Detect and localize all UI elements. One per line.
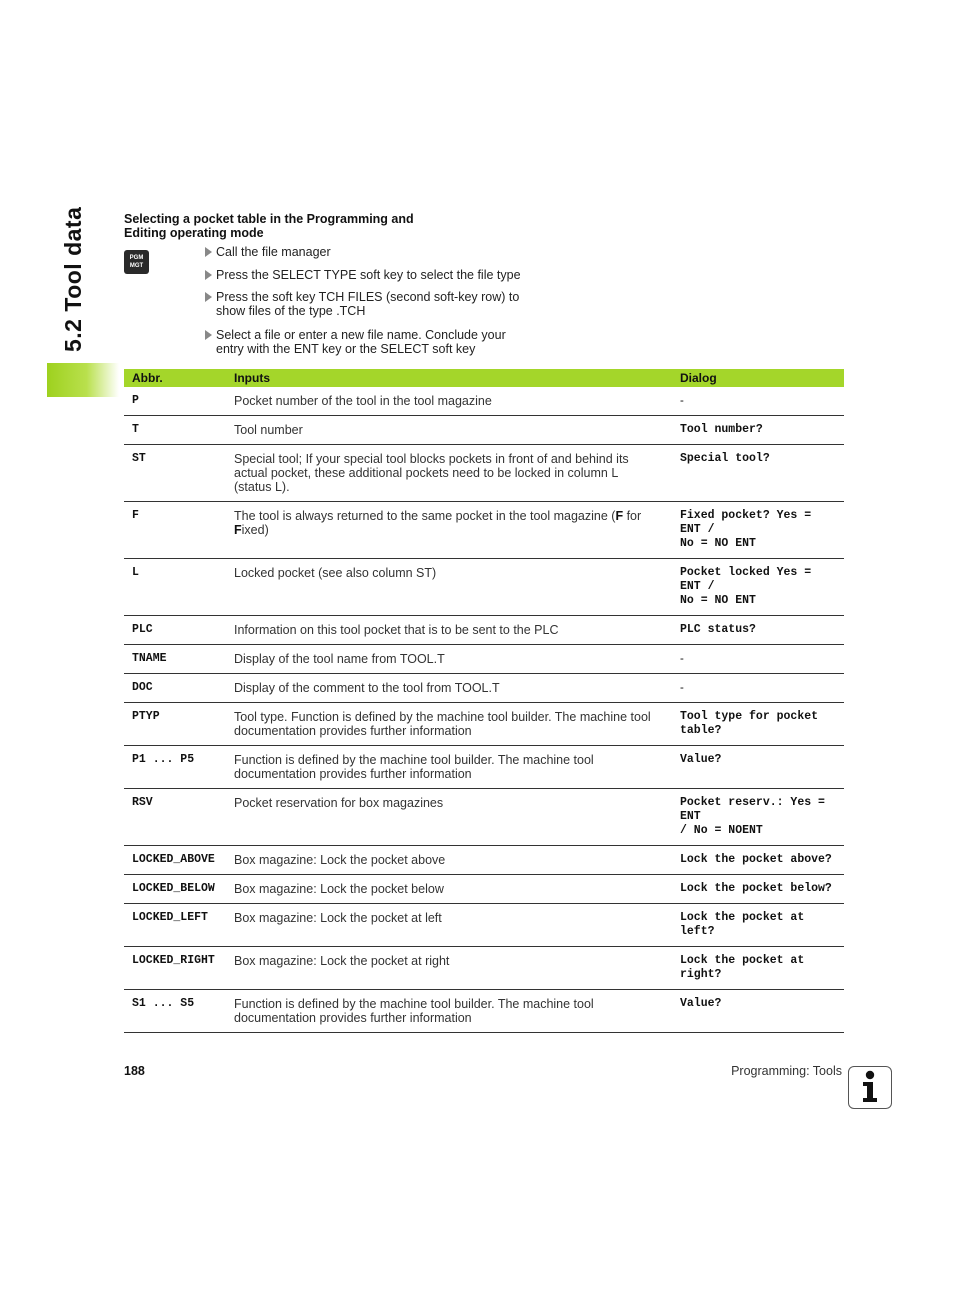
inputs-cell: Tool number	[226, 416, 672, 445]
inputs-line	[234, 523, 664, 537]
inputs-line: Function is defined by the machine tool builder. The machine tool	[234, 997, 594, 1011]
table-row	[124, 703, 844, 746]
abbr-cell: PTYP	[124, 703, 226, 746]
table-row	[124, 387, 844, 416]
inputs-cell: Box magazine: Lock the pocket below	[226, 875, 672, 904]
section-heading-line-2: Editing operating mode	[124, 226, 264, 240]
inputs-cell: Display of the tool name from TOOL.T	[226, 645, 672, 674]
arrow-bullet-icon	[205, 270, 212, 280]
inputs-cell	[226, 990, 672, 1033]
dialog-line: Value?	[680, 997, 722, 1010]
step-item	[204, 290, 534, 318]
pocket-table-columns	[124, 369, 844, 1033]
step-item	[204, 328, 534, 356]
inputs-line: documentation provides further information	[234, 724, 472, 738]
dialog-line: Fixed pocket? Yes = ENT /	[680, 509, 812, 536]
table-row	[124, 445, 844, 502]
inputs-cell: Box magazine: Lock the pocket above	[226, 846, 672, 875]
inputs-cell	[226, 445, 672, 502]
abbr-cell: TNAME	[124, 645, 226, 674]
dialog-cell	[672, 674, 844, 703]
inputs-cell	[226, 502, 672, 559]
table-row	[124, 846, 844, 875]
dialog-line: No = NO ENT	[680, 537, 756, 550]
dialog-cell	[672, 947, 844, 990]
arrow-bullet-icon	[205, 247, 212, 257]
pgm-key-label-top: PGM	[129, 255, 144, 261]
inputs-line: actual pocket, these additional pockets need to be locked in column L	[234, 466, 619, 480]
dialog-cell	[672, 616, 844, 645]
inputs-line: Tool type. Function is defined by the machine tool builder. The machine tool	[234, 710, 651, 724]
inputs-cell	[226, 703, 672, 746]
dialog-line: Pocket reserv.: Yes = ENT	[680, 796, 825, 823]
step-text: Press the SELECT TYPE soft key to select the file type	[216, 268, 521, 282]
dialog-line: PLC status?	[680, 623, 756, 636]
arrow-bullet-icon	[205, 292, 212, 302]
inputs-line: documentation provides further information	[234, 767, 472, 781]
footer-chapter-title: Programming: Tools	[731, 1064, 842, 1078]
info-icon	[848, 1066, 892, 1109]
abbr-cell: RSV	[124, 789, 226, 846]
dialog-cell	[672, 502, 844, 559]
instruction-steps	[204, 245, 534, 356]
abbr-cell: S1 ... S5	[124, 990, 226, 1033]
dialog-cell	[672, 559, 844, 616]
abbr-cell: PLC	[124, 616, 226, 645]
step-text-continued: show files of the type .TCH	[216, 304, 366, 318]
dialog-line: Lock the pocket below?	[680, 882, 832, 895]
inputs-bold-letter: F	[234, 523, 242, 537]
table-row	[124, 746, 844, 789]
chapter-tab-marker	[47, 363, 119, 397]
dialog-line: Pocket locked Yes = ENT /	[680, 566, 812, 593]
abbr-cell: L	[124, 559, 226, 616]
inputs-cell: Information on this tool pocket that is to be sent to the PLC	[226, 616, 672, 645]
dialog-cell	[672, 703, 844, 746]
step-item	[204, 245, 534, 259]
pgm-key-label-bottom: MGT	[129, 263, 144, 269]
abbr-cell: LOCKED_RIGHT	[124, 947, 226, 990]
dialog-cell	[672, 746, 844, 789]
header-dialog: Dialog	[672, 369, 844, 387]
dialog-line: -	[680, 653, 684, 665]
dialog-cell	[672, 990, 844, 1033]
dialog-cell	[672, 789, 844, 846]
inputs-cell	[226, 746, 672, 789]
abbr-cell: F	[124, 502, 226, 559]
step-text: Call the file manager	[216, 245, 331, 259]
table-row	[124, 502, 844, 559]
arrow-bullet-icon	[205, 330, 212, 340]
step-text-continued: entry with the ENT key or the SELECT soft key	[216, 342, 476, 356]
inputs-line: Special tool; If your special tool blocks pockets in front of and behind its	[234, 452, 629, 466]
inputs-cell: Box magazine: Lock the pocket at left	[226, 904, 672, 947]
abbr-cell: T	[124, 416, 226, 445]
abbr-cell: LOCKED_LEFT	[124, 904, 226, 947]
abbr-cell: LOCKED_ABOVE	[124, 846, 226, 875]
dialog-line: Tool number?	[680, 423, 763, 436]
inputs-cell: Pocket number of the tool in the tool magazine	[226, 387, 672, 416]
step-text: Press the soft key TCH FILES (second soft-key row) to	[216, 290, 520, 304]
table-row	[124, 947, 844, 990]
inputs-cell: Display of the comment to the tool from TOOL.T	[226, 674, 672, 703]
dialog-cell	[672, 875, 844, 904]
abbr-cell: P1 ... P5	[124, 746, 226, 789]
inputs-cell: Pocket reservation for box magazines	[226, 789, 672, 846]
step-item	[204, 268, 534, 282]
dialog-cell	[672, 846, 844, 875]
dialog-line: Lock the pocket at left?	[680, 911, 805, 938]
abbr-cell: ST	[124, 445, 226, 502]
abbr-cell: LOCKED_BELOW	[124, 875, 226, 904]
dialog-line: No = NO ENT	[680, 594, 756, 607]
table-row	[124, 416, 844, 445]
inputs-text: The tool is always returned to the same pocket in the tool magazine (	[234, 509, 616, 523]
table-row	[124, 674, 844, 703]
inputs-line: (status L).	[234, 480, 290, 494]
dialog-line: Special tool?	[680, 452, 770, 465]
dialog-cell	[672, 387, 844, 416]
dialog-cell	[672, 645, 844, 674]
section-heading	[124, 212, 464, 240]
dialog-line: Lock the pocket at right?	[680, 954, 805, 981]
dialog-line: Lock the pocket above?	[680, 853, 832, 866]
inputs-text: for	[623, 509, 642, 523]
table-row	[124, 789, 844, 846]
dialog-line: / No = NOENT	[680, 824, 763, 837]
page-number: 188	[124, 1064, 145, 1078]
header-inputs: Inputs	[226, 369, 672, 387]
table-row	[124, 645, 844, 674]
table-row	[124, 990, 844, 1033]
chapter-side-title: 5.2 Tool data	[60, 206, 86, 352]
dialog-line: Value?	[680, 753, 722, 766]
table-row	[124, 559, 844, 616]
inputs-text: ixed)	[241, 523, 269, 537]
table-header-row	[124, 369, 844, 387]
step-text: Select a file or enter a new file name. Conclude your	[216, 328, 506, 342]
dialog-line: table?	[680, 724, 722, 737]
table-row	[124, 904, 844, 947]
pgm-mgt-key-icon	[124, 250, 149, 274]
inputs-cell: Box magazine: Lock the pocket at right	[226, 947, 672, 990]
dialog-line: Tool type for pocket	[680, 710, 819, 723]
abbr-cell: DOC	[124, 674, 226, 703]
inputs-line	[234, 509, 664, 523]
inputs-line: Function is defined by the machine tool builder. The machine tool	[234, 753, 594, 767]
table-row	[124, 875, 844, 904]
section-heading-line-1: Selecting a pocket table in the Programming and	[124, 212, 414, 226]
dialog-cell	[672, 416, 844, 445]
inputs-cell: Locked pocket (see also column ST)	[226, 559, 672, 616]
dialog-cell	[672, 904, 844, 947]
info-glyph	[849, 1067, 890, 1107]
dialog-line: -	[680, 395, 684, 407]
abbr-cell: P	[124, 387, 226, 416]
inputs-line: documentation provides further information	[234, 1011, 472, 1025]
dialog-cell	[672, 445, 844, 502]
table-row	[124, 616, 844, 645]
dialog-line: -	[680, 682, 684, 694]
header-abbr: Abbr.	[124, 369, 226, 387]
inputs-bold-letter: F	[615, 509, 624, 523]
